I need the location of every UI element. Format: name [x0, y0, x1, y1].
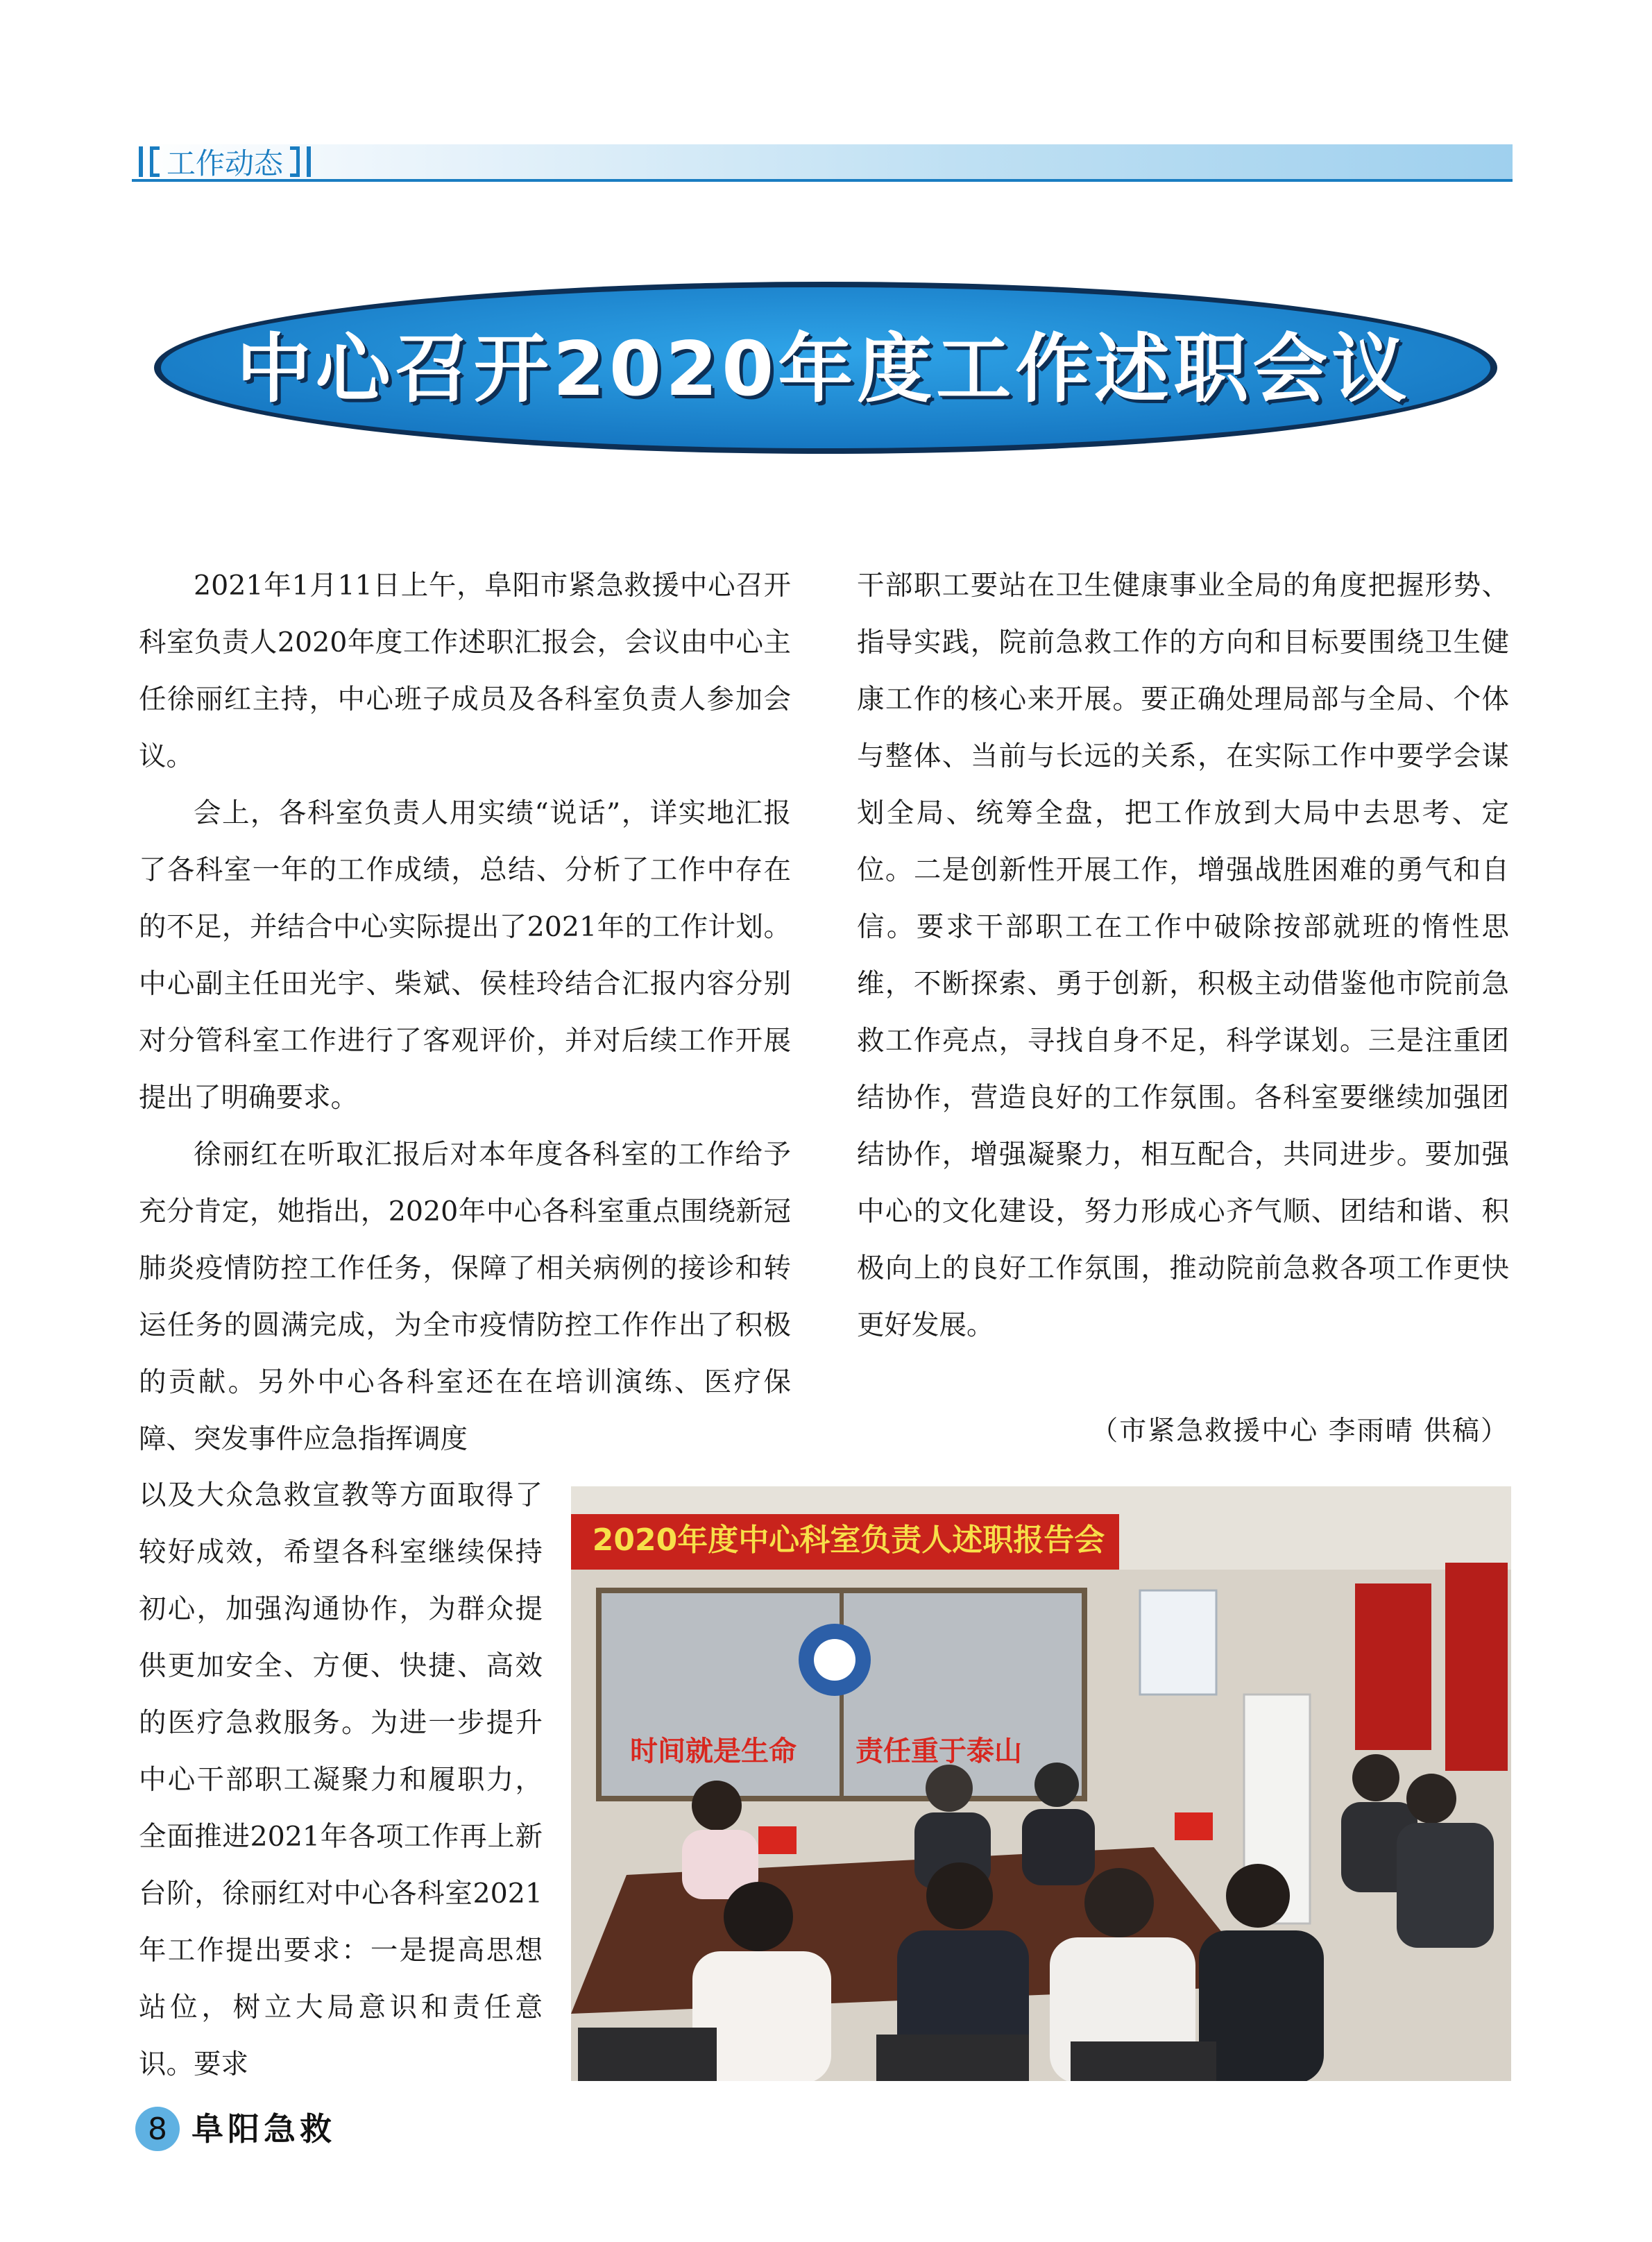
header-bar	[132, 144, 1513, 179]
bracket-right-bar	[307, 146, 311, 177]
page-title: 中心召开2020年度工作述职会议	[236, 326, 1411, 413]
paragraph: 会上，各科室负责人用实绩“说话”，详实地汇报了各科室一年的工作成绩，总结、分析了工作中存在的不足，并结合中心实际提出了2021年的工作计划。中心副主任田光宇、柴斌、侯桂玲结合汇报内容分别对分管科室工作进行了客观评价，并对后续工作开展提出了明确要求。	[139, 797, 791, 1114]
body-left-top	[139, 557, 791, 1468]
paragraph: 2021年1月11日上午，阜阳市紧急救援中心召开科室负责人2020年度工作述职汇报会，会议由中心主任徐丽红主持，中心班子成员及各科室负责人参加会议。	[139, 570, 791, 772]
body-left-bottom	[139, 1467, 543, 2093]
page-number	[135, 2107, 180, 2151]
photo-banner-text: 2020年度中心科室负责人述职报告会	[592, 1522, 1105, 1558]
bracket-left-bar	[139, 146, 143, 177]
paragraph: 以及大众急救宣教等方面取得了较好成效，希望各科室继续保持初心，加强沟通协作，为群众提供更加安全、方便、快捷、高效的医疗急救服务。为进一步提升中心干部职工凝聚力和履职力，全面推进2021年各项工作再上新台阶，徐丽红对中心各科室2021年工作提出要求：一是提高思想站位，树立大局意识和责任意识。要求	[139, 1479, 543, 2080]
magazine-name: 阜阳急救	[191, 2110, 336, 2148]
photo-slogan-right: 责任重于泰山	[855, 1735, 1022, 1767]
section-label: 工作动态	[167, 146, 284, 180]
bracket-right	[290, 146, 300, 177]
bracket-left	[150, 146, 160, 177]
page-number-text: 8	[148, 2111, 167, 2147]
paragraph: 干部职工要站在卫生健康事业全局的角度把握形势、指导实践，院前急救工作的方向和目标要围绕卫生健康工作的核心来开展。要正确处理局部与全局、个体与整体、当前与长远的关系，在实际工作中要学会谋划全局、统筹全盘，把工作放到大局中去思考、定位。二是创新性开展工作，增强战胜困难的勇气和自信。要求干部职工在工作中破除按部就班的惰性思维，不断探索、勇于创新，积极主动借鉴他市院前急救工作亮点，寻找自身不足，科学谋划。三是注重团结协作，营造良好的工作氛围。各科室要继续加强团结协作，增强凝聚力，相互配合，共同进步。要加强中心的文化建设，努力形成心齐气顺、团结和谐、积极向上的良好工作氛围，推动院前急救各项工作更快更好发展。	[857, 570, 1509, 1341]
paragraph: 徐丽红在听取汇报后对本年度各科室的工作给予充分肯定，她指出，2020年中心各科室重点围绕新冠肺炎疫情防控工作任务，保障了相关病例的接诊和转运任务的圆满完成，为全市疫情防控工作作出了积极的贡献。另外中心各科室还在在培训演练、医疗保障、突发事件应急指挥调度	[139, 1139, 791, 1455]
body-right	[857, 557, 1509, 1354]
source-credit: （市紧急救援中心 李雨晴 供稿）	[1091, 1416, 1509, 1447]
meeting-photo	[571, 1486, 1511, 2081]
header-rule	[132, 179, 1513, 182]
photo-slogan-left: 时间就是生命	[630, 1735, 797, 1767]
section-tag	[139, 143, 311, 180]
